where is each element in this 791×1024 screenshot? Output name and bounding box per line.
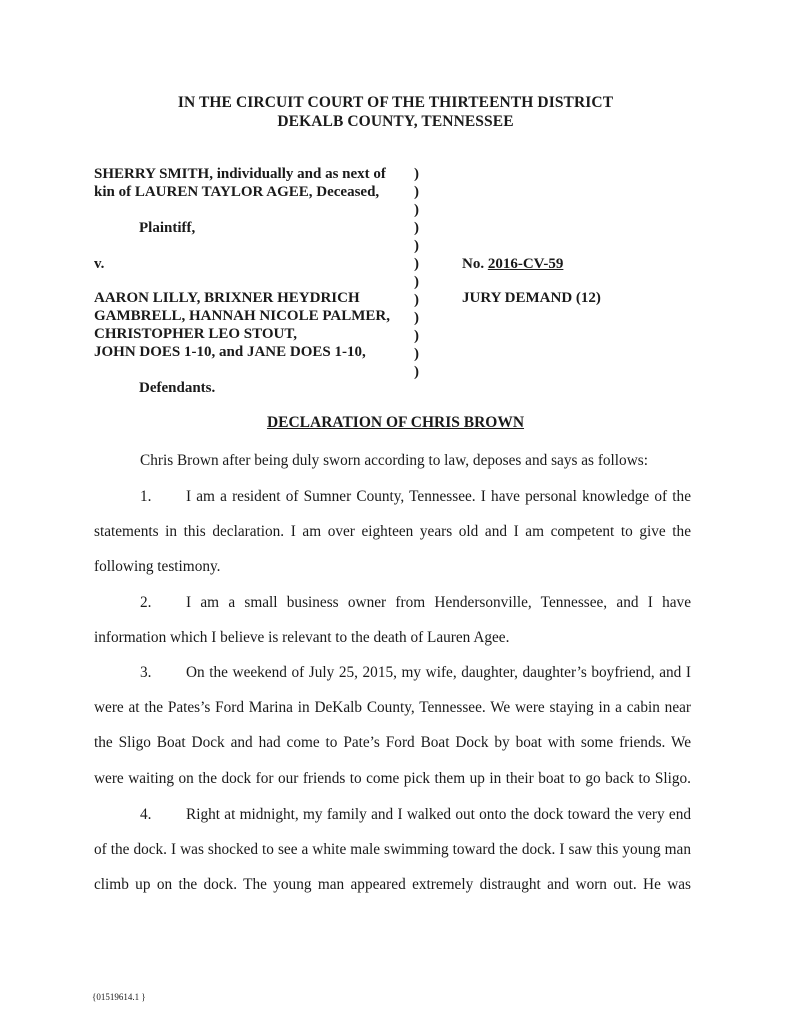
paragraph-number: 1. xyxy=(140,488,152,505)
caption-paren: ) xyxy=(414,256,419,272)
court-name: IN THE CIRCUIT COURT OF THE THIRTEENTH DISTRICT xyxy=(177,94,614,111)
paragraph-number: 2. xyxy=(140,594,152,611)
paragraph-line: information which I believe is relevant to the death of Lauren Agee. xyxy=(94,629,510,646)
caption-paren: ) xyxy=(414,346,419,362)
defendants-line1: AARON LILLY, BRIXNER HEYDRICH xyxy=(94,290,360,306)
caption-paren: ) xyxy=(414,292,419,308)
paragraph-line: statements in this declaration. I am over eighteen years old and I am competent to give the xyxy=(94,523,691,540)
document-id-footer: {01519614.1 } xyxy=(92,992,146,1002)
plaintiff-name-line1: SHERRY SMITH, individually and as next of xyxy=(94,166,386,182)
defendants-line4: JOHN DOES 1-10, and JANE DOES 1-10, xyxy=(94,344,366,360)
paragraph-line: were waiting on the dock for our friends to come pick them up in their boat to go back to Sligo. xyxy=(94,770,691,787)
paragraph-number: 3. xyxy=(140,664,152,681)
paragraph-line: I am a small business owner from Hendersonville, Tennessee, and I have xyxy=(186,594,691,611)
caption-paren: ) xyxy=(414,166,419,182)
court-county: DEKALB COUNTY, TENNESSEE xyxy=(277,113,514,130)
caption-paren: ) xyxy=(414,184,419,200)
case-number-value: 2016-CV-59 xyxy=(487,256,564,272)
caption-paren: ) xyxy=(414,328,419,344)
plaintiff-name-line2: kin of LAUREN TAYLOR AGEE, Deceased, xyxy=(94,184,380,200)
case-number xyxy=(462,256,563,273)
versus: v. xyxy=(94,256,105,272)
paragraph-line: of the dock. I was shocked to see a white male swimming toward the dock. I saw this young man xyxy=(94,841,691,858)
paragraph-number: 4. xyxy=(140,806,152,823)
plaintiff-role: Plaintiff, xyxy=(139,220,196,236)
document-title-text: DECLARATION OF CHRIS BROWN xyxy=(266,414,525,431)
caption-paren: ) xyxy=(414,220,419,236)
paragraph-line: following testimony. xyxy=(94,558,221,575)
caption-paren: ) xyxy=(414,274,419,290)
paragraph-line: I am a resident of Sumner County, Tennessee. I have personal knowledge of the xyxy=(186,488,691,505)
paragraph-line: the Sligo Boat Dock and had come to Pate’s Ford Boat Dock by boat with some friends. We xyxy=(94,734,691,751)
defendants-line3: CHRISTOPHER LEO STOUT, xyxy=(94,326,297,342)
caption-paren: ) xyxy=(414,364,419,380)
paragraph-line: On the weekend of July 25, 2015, my wife, daughter, daughter’s boyfriend, and I xyxy=(186,664,691,681)
caption-paren: ) xyxy=(414,238,419,254)
paragraph-line: were at the Pates’s Ford Marina in DeKalb County, Tennessee. We were staying in a cabin near xyxy=(94,699,691,716)
document-title xyxy=(0,414,791,432)
caption-paren: ) xyxy=(414,310,419,326)
jury-demand: JURY DEMAND (12) xyxy=(462,290,601,306)
defendants-role: Defendants. xyxy=(139,380,216,396)
paragraph-line: Right at midnight, my family and I walked out onto the dock toward the very end xyxy=(186,806,691,823)
caption-paren: ) xyxy=(414,202,419,218)
intro-paragraph: Chris Brown after being duly sworn according to law, deposes and says as follows: xyxy=(140,452,648,469)
defendants-line2: GAMBRELL, HANNAH NICOLE PALMER, xyxy=(94,308,390,324)
paragraph-line: climb up on the dock. The young man appeared extremely distraught and worn out. He was xyxy=(94,876,691,893)
case-number-prefix: No. xyxy=(462,256,488,272)
